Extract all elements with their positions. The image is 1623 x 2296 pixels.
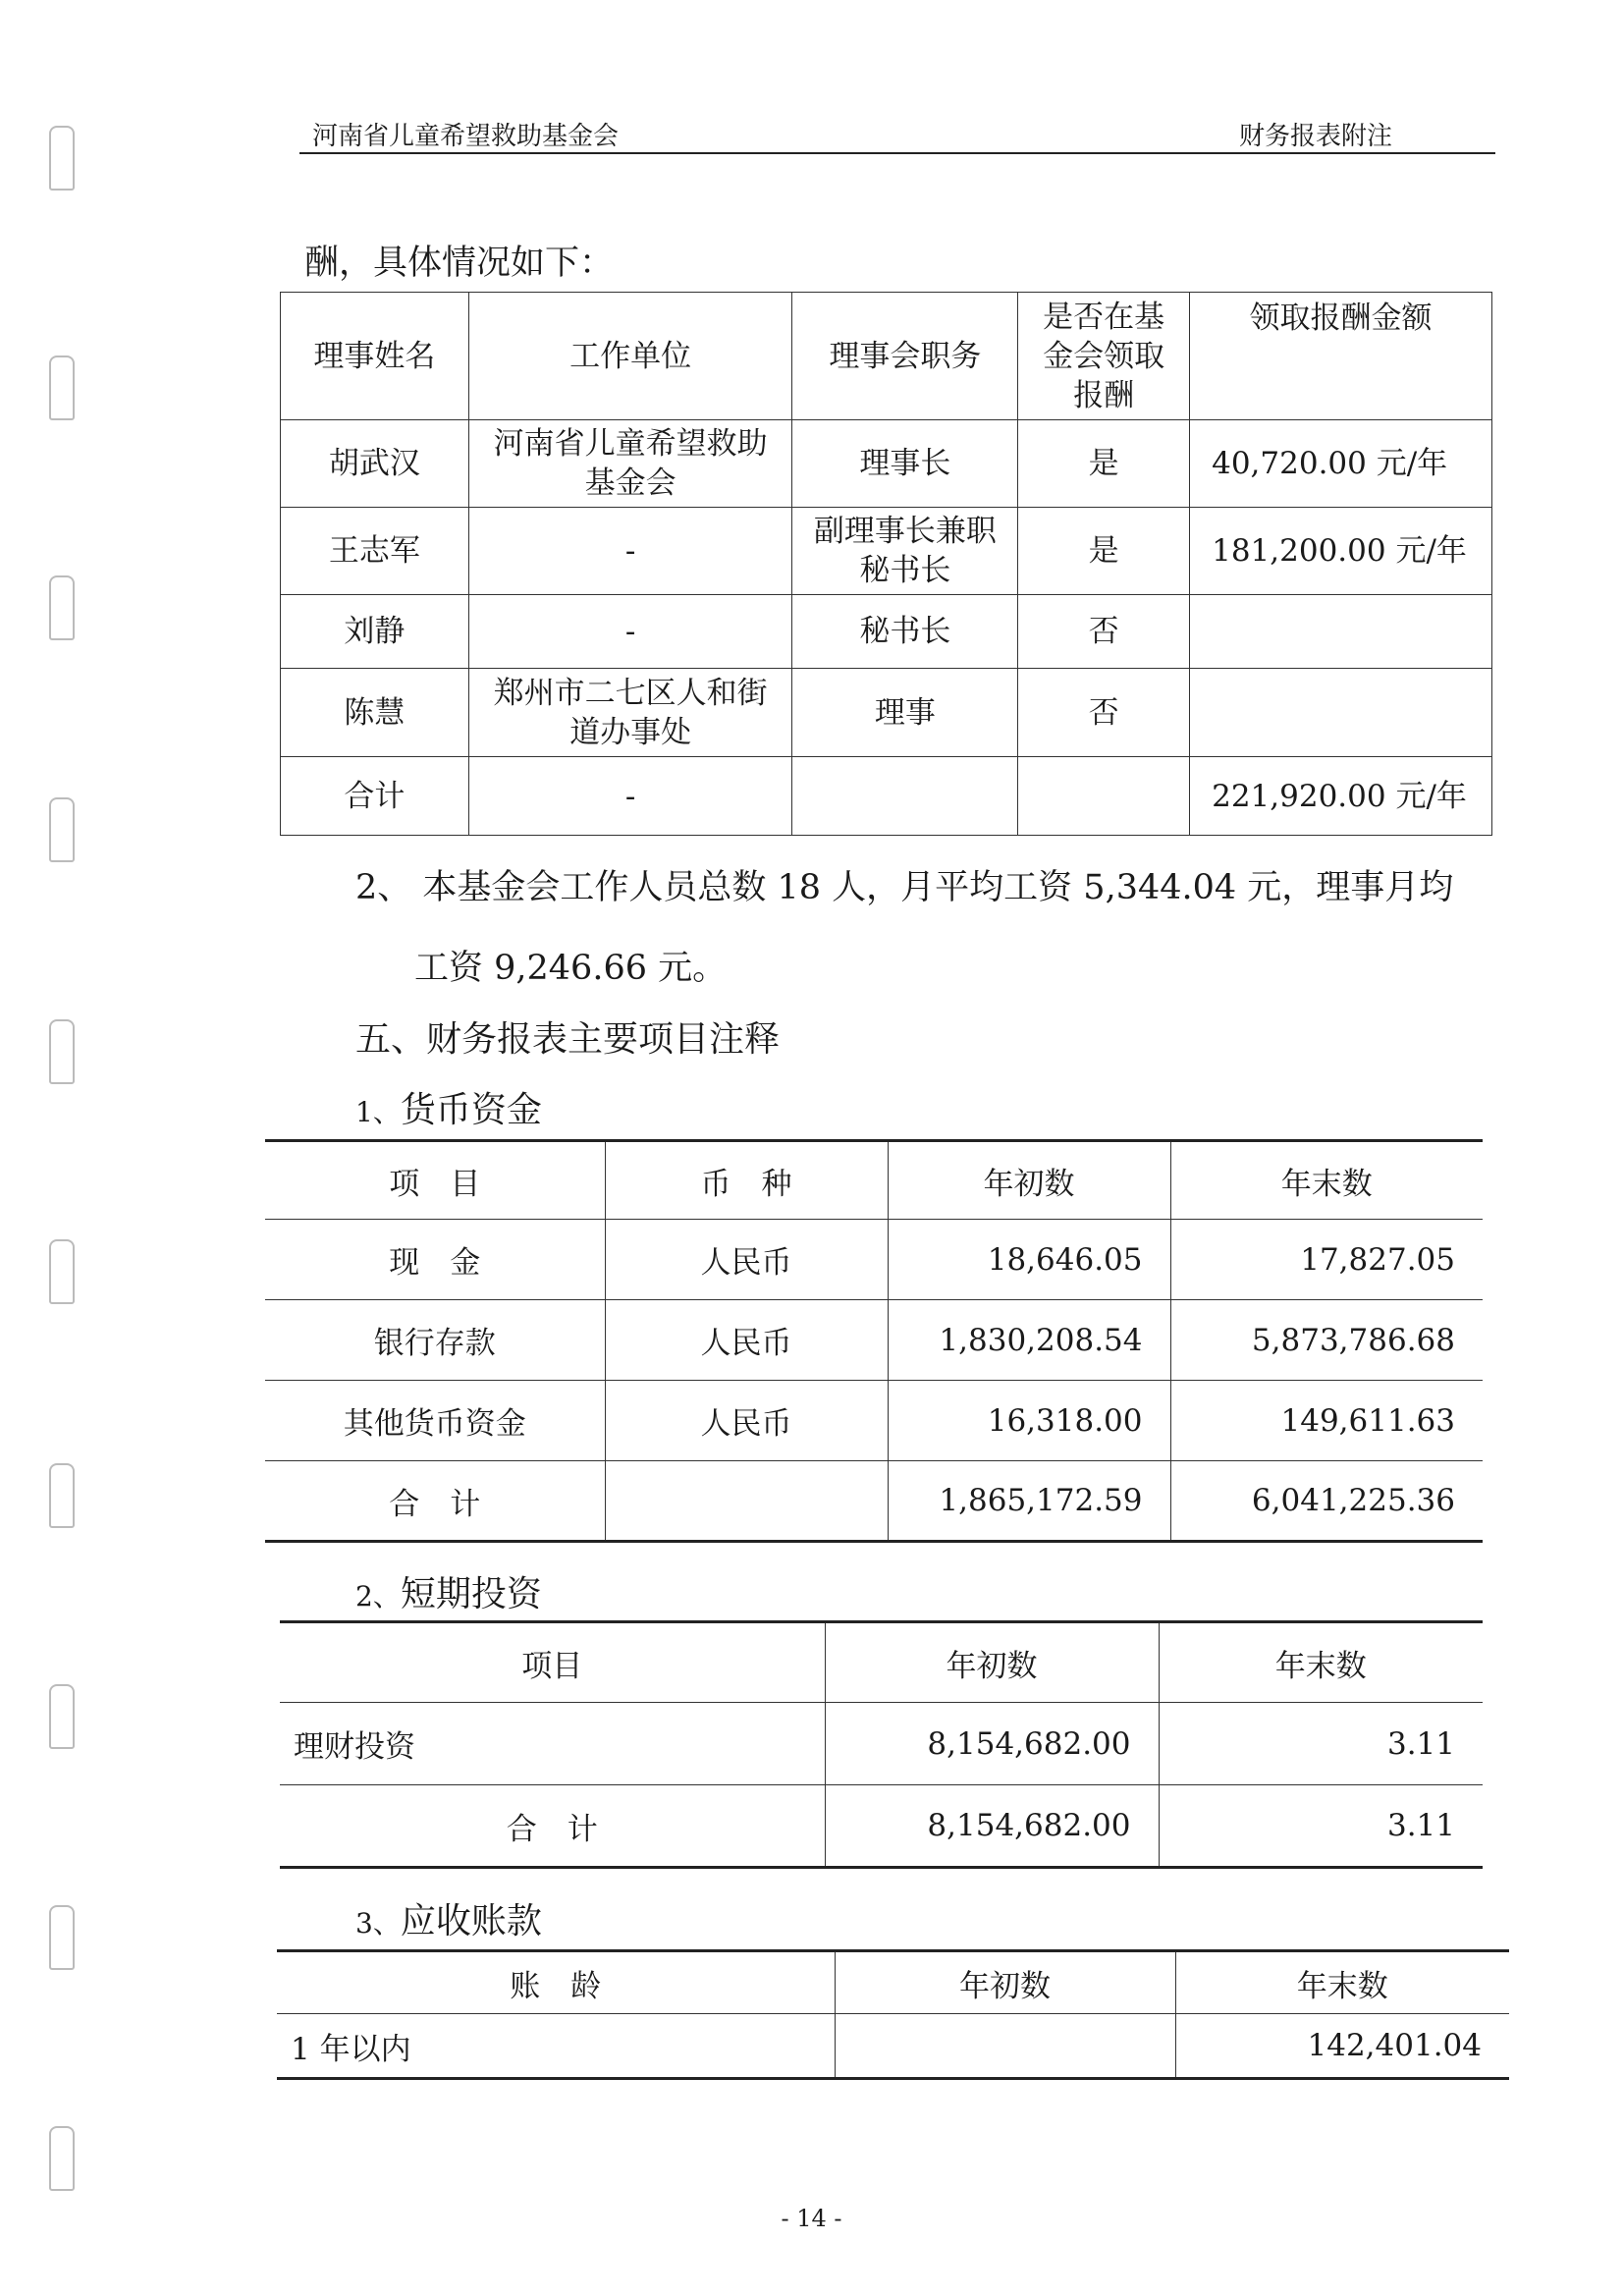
cell: 现 金: [265, 1220, 605, 1300]
subsection-label: 货币资金: [400, 1090, 542, 1130]
col-header: 项目: [280, 1622, 825, 1703]
col-header: 账 龄: [277, 1951, 835, 2014]
table-row: [281, 669, 1492, 757]
receivables-table: [277, 1949, 1509, 2080]
cell: 是: [1018, 508, 1190, 595]
intro-text: 酬，具体情况如下：: [304, 244, 615, 283]
table-row: [265, 1300, 1483, 1381]
cell: 16,318.00: [888, 1381, 1170, 1461]
cell: 人民币: [605, 1300, 888, 1381]
table-total-row: [280, 1785, 1483, 1868]
col-header: 领取报酬金额: [1190, 293, 1492, 420]
cell: [605, 1461, 888, 1542]
table-header-row: [281, 293, 1492, 420]
subsection-title: [355, 1082, 542, 1132]
subsection-label: 应收账款: [400, 1901, 542, 1941]
table-header-row: [280, 1622, 1483, 1703]
cell: [835, 2014, 1175, 2079]
col-header: 理事姓名: [281, 293, 469, 420]
binder-mark: [49, 1463, 75, 1528]
cell: 理事: [792, 669, 1018, 757]
paragraph-line: 工资 9,246.66 元。: [414, 949, 728, 988]
cell: 是: [1018, 420, 1190, 508]
table-header-row: [265, 1141, 1483, 1220]
cell: -: [468, 595, 792, 669]
table-row: [281, 420, 1492, 508]
col-header: 年末数: [1175, 1951, 1509, 2014]
cell: 郑州市二七区人和街道办事处: [468, 669, 792, 757]
col-header: 理事会职务: [792, 293, 1018, 420]
cell: 221,920.00 元/年: [1190, 757, 1492, 836]
cell: 8,154,682.00: [825, 1703, 1159, 1785]
cell: 理财投资: [280, 1703, 825, 1785]
cell: -: [468, 757, 792, 836]
page-number: - 14 -: [781, 2205, 842, 2232]
cell: 合 计: [265, 1461, 605, 1542]
cell: 40,720.00 元/年: [1190, 420, 1492, 508]
table-row: [281, 508, 1492, 595]
cell: 胡武汉: [281, 420, 469, 508]
table-row: [280, 1703, 1483, 1785]
binder-mark: [49, 1019, 75, 1084]
header-section: 财务报表附注: [1239, 122, 1393, 151]
cell: 8,154,682.00: [825, 1785, 1159, 1868]
cell: 149,611.63: [1170, 1381, 1483, 1461]
cell: -: [468, 508, 792, 595]
table-total-row: [265, 1461, 1483, 1542]
binder-mark: [49, 355, 75, 420]
header-rule: [299, 152, 1495, 154]
cell: 5,873,786.68: [1170, 1300, 1483, 1381]
paragraph-line: 2、 本基金会工作人员总数 18 人，月平均工资 5,344.04 元，理事月均: [355, 868, 1454, 907]
cell: 17,827.05: [1170, 1220, 1483, 1300]
col-header: 年初数: [835, 1951, 1175, 2014]
directors-table: [280, 292, 1492, 836]
cell: 1 年以内: [277, 2014, 835, 2079]
binder-mark: [49, 1239, 75, 1304]
cell: 3.11: [1159, 1703, 1483, 1785]
binder-mark: [49, 797, 75, 862]
table-row: [277, 2014, 1509, 2079]
cell: [1018, 757, 1190, 836]
cell: 人民币: [605, 1220, 888, 1300]
col-header: 币 种: [605, 1141, 888, 1220]
cell: 18,646.05: [888, 1220, 1170, 1300]
cell: [1190, 595, 1492, 669]
cell: 王志军: [281, 508, 469, 595]
cell: 3.11: [1159, 1785, 1483, 1868]
binder-mark: [49, 1905, 75, 1970]
cell: 合 计: [280, 1785, 825, 1868]
table-row: [265, 1381, 1483, 1461]
cell: 其他货币资金: [265, 1381, 605, 1461]
cell: 河南省儿童希望救助基金会: [468, 420, 792, 508]
cell: 人民币: [605, 1381, 888, 1461]
cell: 合计: [281, 757, 469, 836]
table-row: [281, 595, 1492, 669]
binder-mark: [49, 2126, 75, 2191]
cell: 1,865,172.59: [888, 1461, 1170, 1542]
table-row: [265, 1220, 1483, 1300]
subsection-title: [355, 1893, 542, 1943]
cell: 否: [1018, 595, 1190, 669]
col-header: 项 目: [265, 1141, 605, 1220]
cell: 理事长: [792, 420, 1018, 508]
col-header: 年初数: [825, 1622, 1159, 1703]
cell: 181,200.00 元/年: [1190, 508, 1492, 595]
section-title: 五、财务报表主要项目注释: [355, 1019, 781, 1060]
subsection-number: 2、: [355, 1580, 401, 1613]
col-header: 是否在基金会领取报酬: [1018, 293, 1190, 420]
subsection-title: [355, 1566, 542, 1616]
cell: [792, 757, 1018, 836]
col-header: 年末数: [1170, 1141, 1483, 1220]
cell: 银行存款: [265, 1300, 605, 1381]
binder-mark: [49, 575, 75, 640]
cell: 秘书长: [792, 595, 1018, 669]
binder-mark: [49, 1684, 75, 1749]
cell: [1190, 669, 1492, 757]
subsection-label: 短期投资: [400, 1574, 542, 1614]
cash-table: [265, 1139, 1483, 1543]
short-investment-table: [280, 1620, 1483, 1869]
cell: 142,401.04: [1175, 2014, 1509, 2079]
cell: 否: [1018, 669, 1190, 757]
cell: 副理事长兼职秘书长: [792, 508, 1018, 595]
cell: 陈慧: [281, 669, 469, 757]
col-header: 年初数: [888, 1141, 1170, 1220]
col-header: 工作单位: [468, 293, 792, 420]
header-org: 河南省儿童希望救助基金会: [312, 122, 620, 151]
binder-mark: [49, 126, 75, 191]
cell: 1,830,208.54: [888, 1300, 1170, 1381]
cell: 6,041,225.36: [1170, 1461, 1483, 1542]
subsection-number: 3、: [355, 1907, 401, 1940]
table-total-row: [281, 757, 1492, 836]
subsection-number: 1、: [355, 1096, 401, 1128]
cell: 刘静: [281, 595, 469, 669]
col-header: 年末数: [1159, 1622, 1483, 1703]
table-header-row: [277, 1951, 1509, 2014]
